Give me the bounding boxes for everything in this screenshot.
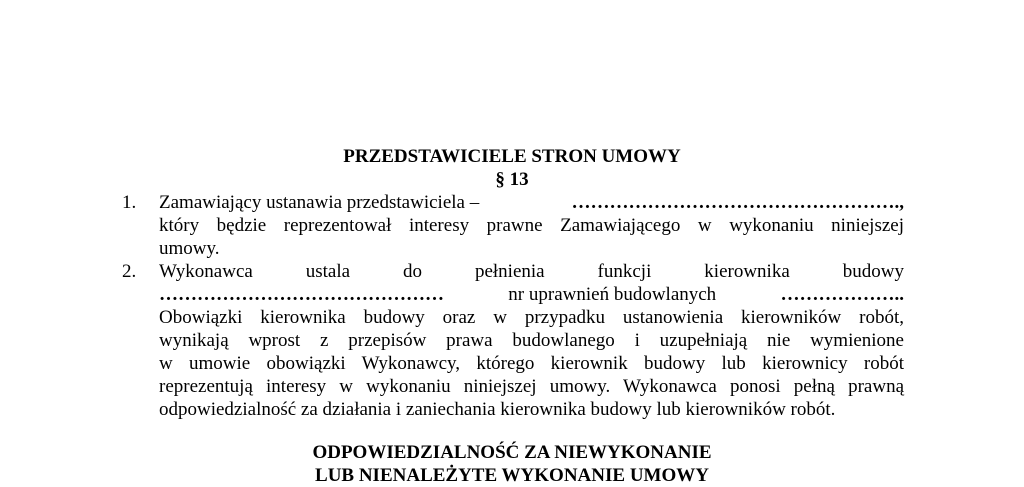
fill-in-blank: ……………………………………………., — [571, 192, 904, 213]
text-line — [159, 191, 904, 214]
text-segment: wynikają wprost z przepisów prawa budowlanego i uzupełniają nie wymienione — [159, 330, 904, 351]
text-segment: w umowie obowiązki Wykonawcy, którego kierownik budowy lub kierownicy robót — [159, 353, 904, 374]
text-line — [159, 260, 904, 283]
fill-in-blank: ……………….. — [780, 284, 904, 305]
list-item-1 — [122, 191, 904, 260]
section-title-continued: LUB NIENALEŻYTE WYKONANIE UMOWY — [315, 465, 709, 486]
fill-in-blank: ……………………………………… — [159, 284, 444, 305]
word: Wykonawca — [159, 261, 253, 282]
word: pełnienia — [474, 261, 545, 282]
list-item-body — [159, 191, 904, 260]
text-line — [159, 214, 904, 237]
text-line — [159, 352, 904, 375]
word: ustala — [305, 261, 351, 282]
text-segment: który będzie reprezentował interesy prawne Zamawiającego w wykonaniu niniejszej — [159, 215, 904, 236]
text-segment: reprezentują interesy w wykonaniu niniejszej umowy. Wykonawca ponosi pełną prawną — [159, 376, 904, 397]
text-segment: Obowiązki kierownika budowy oraz w przypadku ustanowienia kierowników robót, — [159, 307, 904, 328]
list-item-number: 2. — [122, 261, 137, 282]
text-line — [159, 329, 904, 352]
word: budowy — [842, 261, 904, 282]
section-title: PRZEDSTAWICIELE STRON UMOWY — [343, 146, 681, 167]
text-segment: Zamawiający ustanawia przedstawiciela – — [159, 192, 480, 213]
text-line — [159, 283, 904, 306]
list-item-body — [159, 260, 904, 421]
word: kierownika — [704, 261, 790, 282]
word: do — [403, 261, 423, 282]
paragraph-number: § 13 — [495, 169, 529, 190]
section-title: ODPOWIEDZIALNOŚĆ ZA NIEWYKONANIE — [312, 442, 712, 463]
list-item-number: 1. — [122, 192, 137, 213]
text-line: umowy. — [159, 238, 220, 259]
list-item-2 — [122, 260, 904, 421]
text-segment: nr uprawnień budowlanych — [508, 284, 717, 305]
word: funkcji — [597, 261, 652, 282]
text-line — [159, 306, 904, 329]
text-line: odpowiedzialność za działania i zaniechania kierownika budowy lub kierowników robót. — [159, 399, 836, 420]
text-line — [159, 375, 904, 398]
